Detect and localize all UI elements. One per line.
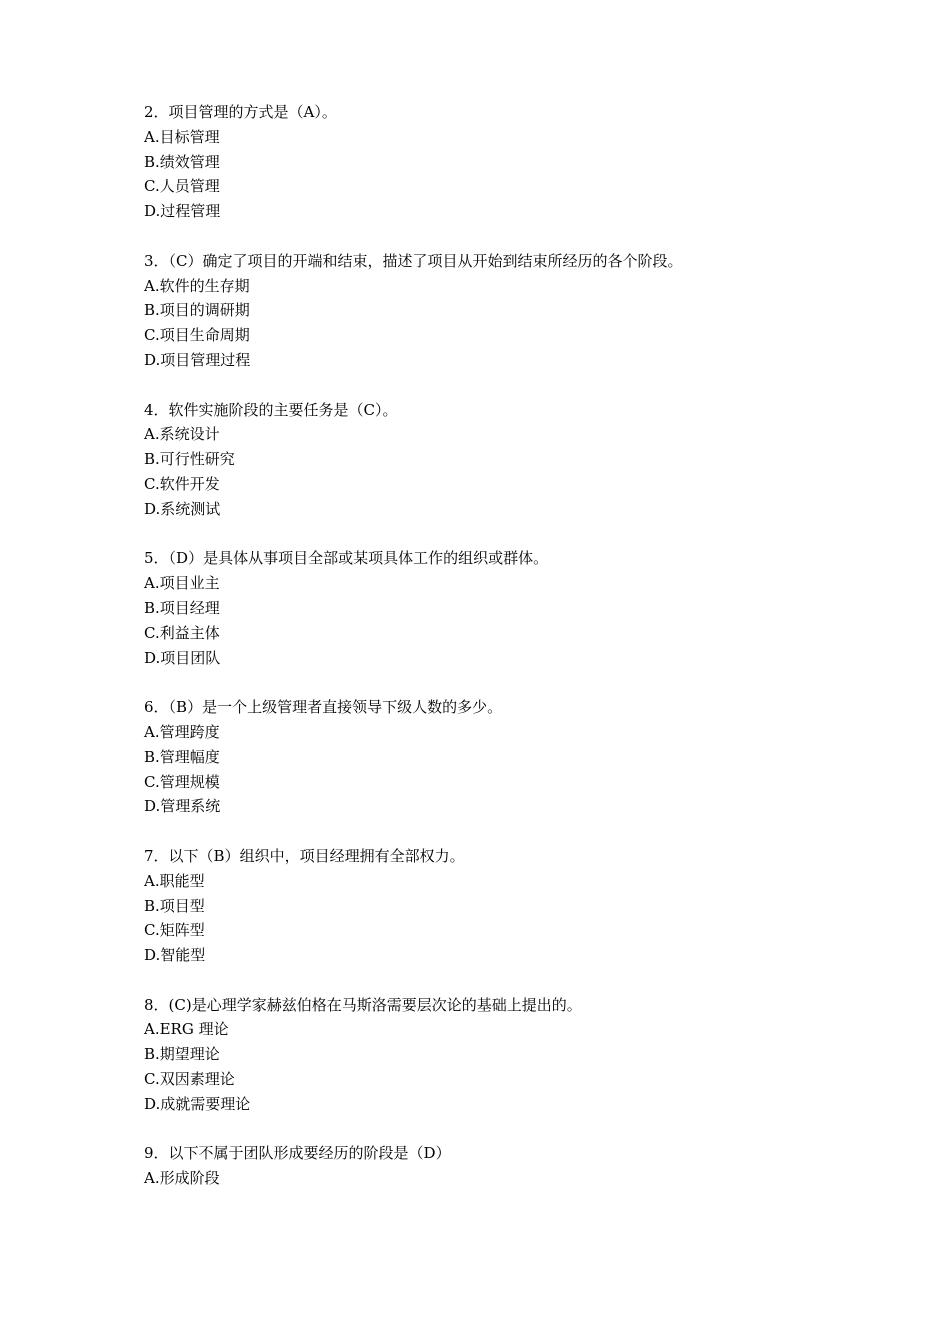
question-4 <box>144 398 904 522</box>
question-stem: 9．以下不属于团队形成要经历的阶段是（D） <box>144 1144 451 1163</box>
option-c: C.矩阵型 <box>144 921 205 940</box>
option-a: A.项目业主 <box>144 574 220 593</box>
option-b: B.绩效管理 <box>144 152 220 171</box>
option-b: B.可行性研究 <box>144 450 235 469</box>
option-c: C.软件开发 <box>144 474 220 493</box>
option-b: B.项目型 <box>144 896 205 915</box>
option-a: A.管理跨度 <box>144 722 220 741</box>
document-page <box>144 100 904 1216</box>
question-9 <box>144 1141 904 1191</box>
question-stem: 7．以下（B）组织中，项目经理拥有全部权力。 <box>144 846 465 865</box>
option-d: D.项目团队 <box>144 648 221 667</box>
option-a: A.ERG 理论 <box>144 1020 229 1039</box>
question-stem: 4．软件实施阶段的主要任务是（C）。 <box>144 400 398 419</box>
option-c: C.利益主体 <box>144 623 220 642</box>
question-3 <box>144 249 904 373</box>
option-c: C.人员管理 <box>144 177 220 196</box>
option-a: A.目标管理 <box>144 127 220 146</box>
question-8 <box>144 993 904 1117</box>
option-d: D.过程管理 <box>144 202 221 221</box>
question-stem: 6．（B）是一个上级管理者直接领导下级人数的多少。 <box>144 698 503 717</box>
question-stem: 8．(C)是心理学家赫兹伯格在马斯洛需要层次论的基础上提出的。 <box>144 995 582 1014</box>
option-b: B.期望理论 <box>144 1045 220 1064</box>
option-d: D.智能型 <box>144 946 206 965</box>
option-b: B.项目经理 <box>144 598 220 617</box>
question-6 <box>144 695 904 819</box>
question-stem: 2．项目管理的方式是（A）。 <box>144 103 337 121</box>
option-c: C.管理规模 <box>144 772 220 791</box>
question-stem: 5．（D）是具体从事项目全部或某项具体工作的组织或群体。 <box>144 549 549 568</box>
option-a: A.系统设计 <box>144 425 220 444</box>
option-d: D.项目管理过程 <box>144 350 251 369</box>
option-d: D.管理系统 <box>144 797 221 816</box>
option-d: D.系统测试 <box>144 499 221 518</box>
option-c: C.双因素理论 <box>144 1070 235 1089</box>
option-a: A.职能型 <box>144 871 205 890</box>
option-d: D.成就需要理论 <box>144 1094 251 1113</box>
option-b: B.管理幅度 <box>144 747 220 766</box>
option-a: A.软件的生存期 <box>144 276 250 295</box>
question-stem: 3．（C）确定了项目的开端和结束，描述了项目从开始到结束所经历的各个阶段。 <box>144 251 683 270</box>
question-2 <box>144 100 904 224</box>
option-b: B.项目的调研期 <box>144 301 250 320</box>
option-c: C.项目生命周期 <box>144 326 250 345</box>
question-7 <box>144 844 904 968</box>
option-a: A.形成阶段 <box>144 1169 220 1188</box>
question-5 <box>144 546 904 670</box>
